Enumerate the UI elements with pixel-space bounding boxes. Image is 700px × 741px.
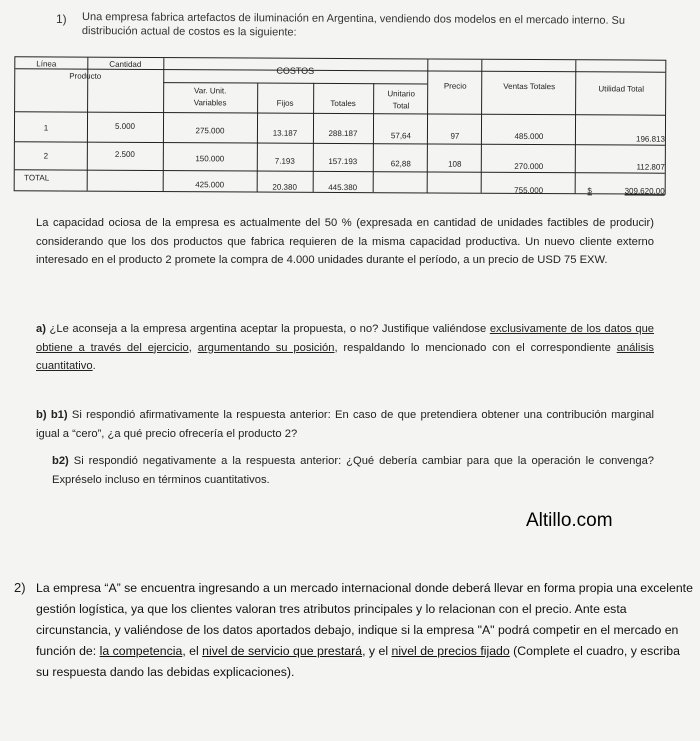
table-rule <box>427 59 429 192</box>
row-2-fijos: 7.193 <box>274 156 295 166</box>
row-1-cantidad: 5.000 <box>114 121 136 131</box>
table-rule <box>15 111 665 115</box>
header-unitario: Unitario <box>387 89 415 99</box>
header-linea: Línea <box>36 59 57 69</box>
total-label: TOTAL <box>24 173 50 183</box>
total-variables: 425.000 <box>195 180 225 190</box>
question-a <box>36 320 654 376</box>
row-2-totales: 157.193 <box>328 156 358 167</box>
header-variables: Variables <box>193 98 227 108</box>
question-a-underline-3: análisis cuantitativo <box>36 341 655 372</box>
row-1-fijos: 13.187 <box>272 128 298 138</box>
question-2-text-1: La empresa “A” se encuentra ingresando a un mercado internacional donde deberá llevar en forma propia una excelente gestión logística, ya que los clientes valoran tres atributos principales y lo relacionan con el precio. Ante esta circunstancia, y valiéndose de los datos aportados debajo, indique si la empresa "A" podrá competir en el mercado en función de: <box>36 581 693 658</box>
row-2-ventas: 270.000 <box>514 161 544 172</box>
row-2-unitario: 62,88 <box>390 159 411 169</box>
header-cantidad: Cantidad <box>109 59 142 69</box>
header-ventas-totales: Ventas Totales <box>503 81 556 92</box>
question-a-text-1: ¿Le aconseja a la empresa argentina aceptar la propuesta, o no? Justifique valiéndose <box>49 323 487 335</box>
row-1-ventas: 485.000 <box>514 131 544 142</box>
question-2 <box>36 578 696 683</box>
header-producto: Producto <box>69 71 102 81</box>
question-b1-text: Si respondió afirmativamente la respuesta anterior: En caso de que pretendiera obtener una contribución marginal igual a “cero”, ¿a qué precio ofrecería el producto 2? <box>36 409 654 440</box>
question-2-underline-3: nivel de precios fijado <box>391 644 510 658</box>
question-2-number: 2) <box>14 580 26 595</box>
row-1-utilidad: 196.813 <box>635 134 665 144</box>
header-fijos: Fijos <box>276 98 294 108</box>
header-total: Total <box>392 101 410 111</box>
row-2-precio: 108 <box>448 159 462 169</box>
watermark: Altillo.com <box>526 510 613 531</box>
question-1-intro: Una empresa fabrica artefactos de iluminación en Argentina, vendiendo dos modelos en el mercado interno. Su distribución actual de costos es la siguiente: <box>81 11 626 39</box>
table-rule <box>575 60 577 193</box>
question-b1-label: b) b1) <box>36 409 68 421</box>
total-ventas: 755.000 <box>514 185 544 196</box>
header-costos: COSTOS <box>276 65 315 76</box>
row-2-utilidad: 112.807 <box>636 162 665 172</box>
row-2-linea: 2 <box>43 151 49 161</box>
question-2-sep-1: , el <box>182 644 203 658</box>
question-b2 <box>36 452 654 489</box>
question-b2-text: Si respondió negativamente a la respuesta anterior: ¿Qué debería cambiar para que la operación le convenga? Expréselo incluso en términos cuantitativos. <box>52 455 655 486</box>
table-rule <box>481 60 483 193</box>
question-b1 <box>36 406 654 443</box>
total-fijos: 20.380 <box>272 182 297 192</box>
row-1-linea: 1 <box>43 123 49 133</box>
row-1-unitario: 57,64 <box>390 131 411 141</box>
header-utilidad-total: Utilidad Total <box>598 84 645 94</box>
cost-table <box>14 56 667 194</box>
total-totales: 445.380 <box>328 182 358 193</box>
question-2-text-2: (Complete el cuadro, y escriba su respuesta dando las debidas explicaciones). <box>36 644 680 679</box>
question-a-end: . <box>92 360 96 372</box>
question-2-underline-2: nivel de servicio que prestará <box>202 644 363 658</box>
question-a-text-2: , respaldando lo mencionado con el correspondiente <box>334 341 617 354</box>
row-1-variables: 275.000 <box>195 126 225 136</box>
question-a-underline-1: exclusivamente de los datos que obtiene a través del ejercicio <box>36 323 655 354</box>
row-2-variables: 150.000 <box>195 154 225 164</box>
question-a-sep: , <box>188 341 198 354</box>
question-2-underline-1: la competencia <box>99 644 183 658</box>
paragraph-capacity-text: La capacidad ociosa de la empresa es actualmente del 50 % (expresada en cantidad de unidades factibles de producir) considerando que los dos productos que fabrica requieren de la misma capacidad productiva. Un nuevo cliente externo interesado en el producto 2 promete la compra de 4.000 unidades durante el período, a un precio de USD 75 EXW. <box>36 217 654 266</box>
table-rule <box>163 58 165 191</box>
table-rule <box>163 82 427 84</box>
question-1-number: 1) <box>56 12 67 26</box>
total-utilidad: 309.620,00 <box>624 186 665 196</box>
header-var-unit: Var. Unit. <box>194 86 227 96</box>
question-a-label: a) <box>36 323 46 335</box>
row-1-totales: 288.187 <box>328 128 358 139</box>
row-2-cantidad: 2.500 <box>114 149 135 159</box>
question-a-underline-2: argumentando su posición <box>197 341 335 354</box>
table-rule <box>15 141 665 145</box>
header-totales: Totales <box>330 98 356 109</box>
header-precio: Precio <box>443 81 467 91</box>
paragraph-capacity <box>36 214 654 270</box>
question-b2-label: b2) <box>52 455 69 467</box>
row-1-precio: 97 <box>450 131 460 141</box>
total-utilidad-currency: $ <box>587 186 592 196</box>
question-2-sep-2: , y el <box>362 644 392 658</box>
